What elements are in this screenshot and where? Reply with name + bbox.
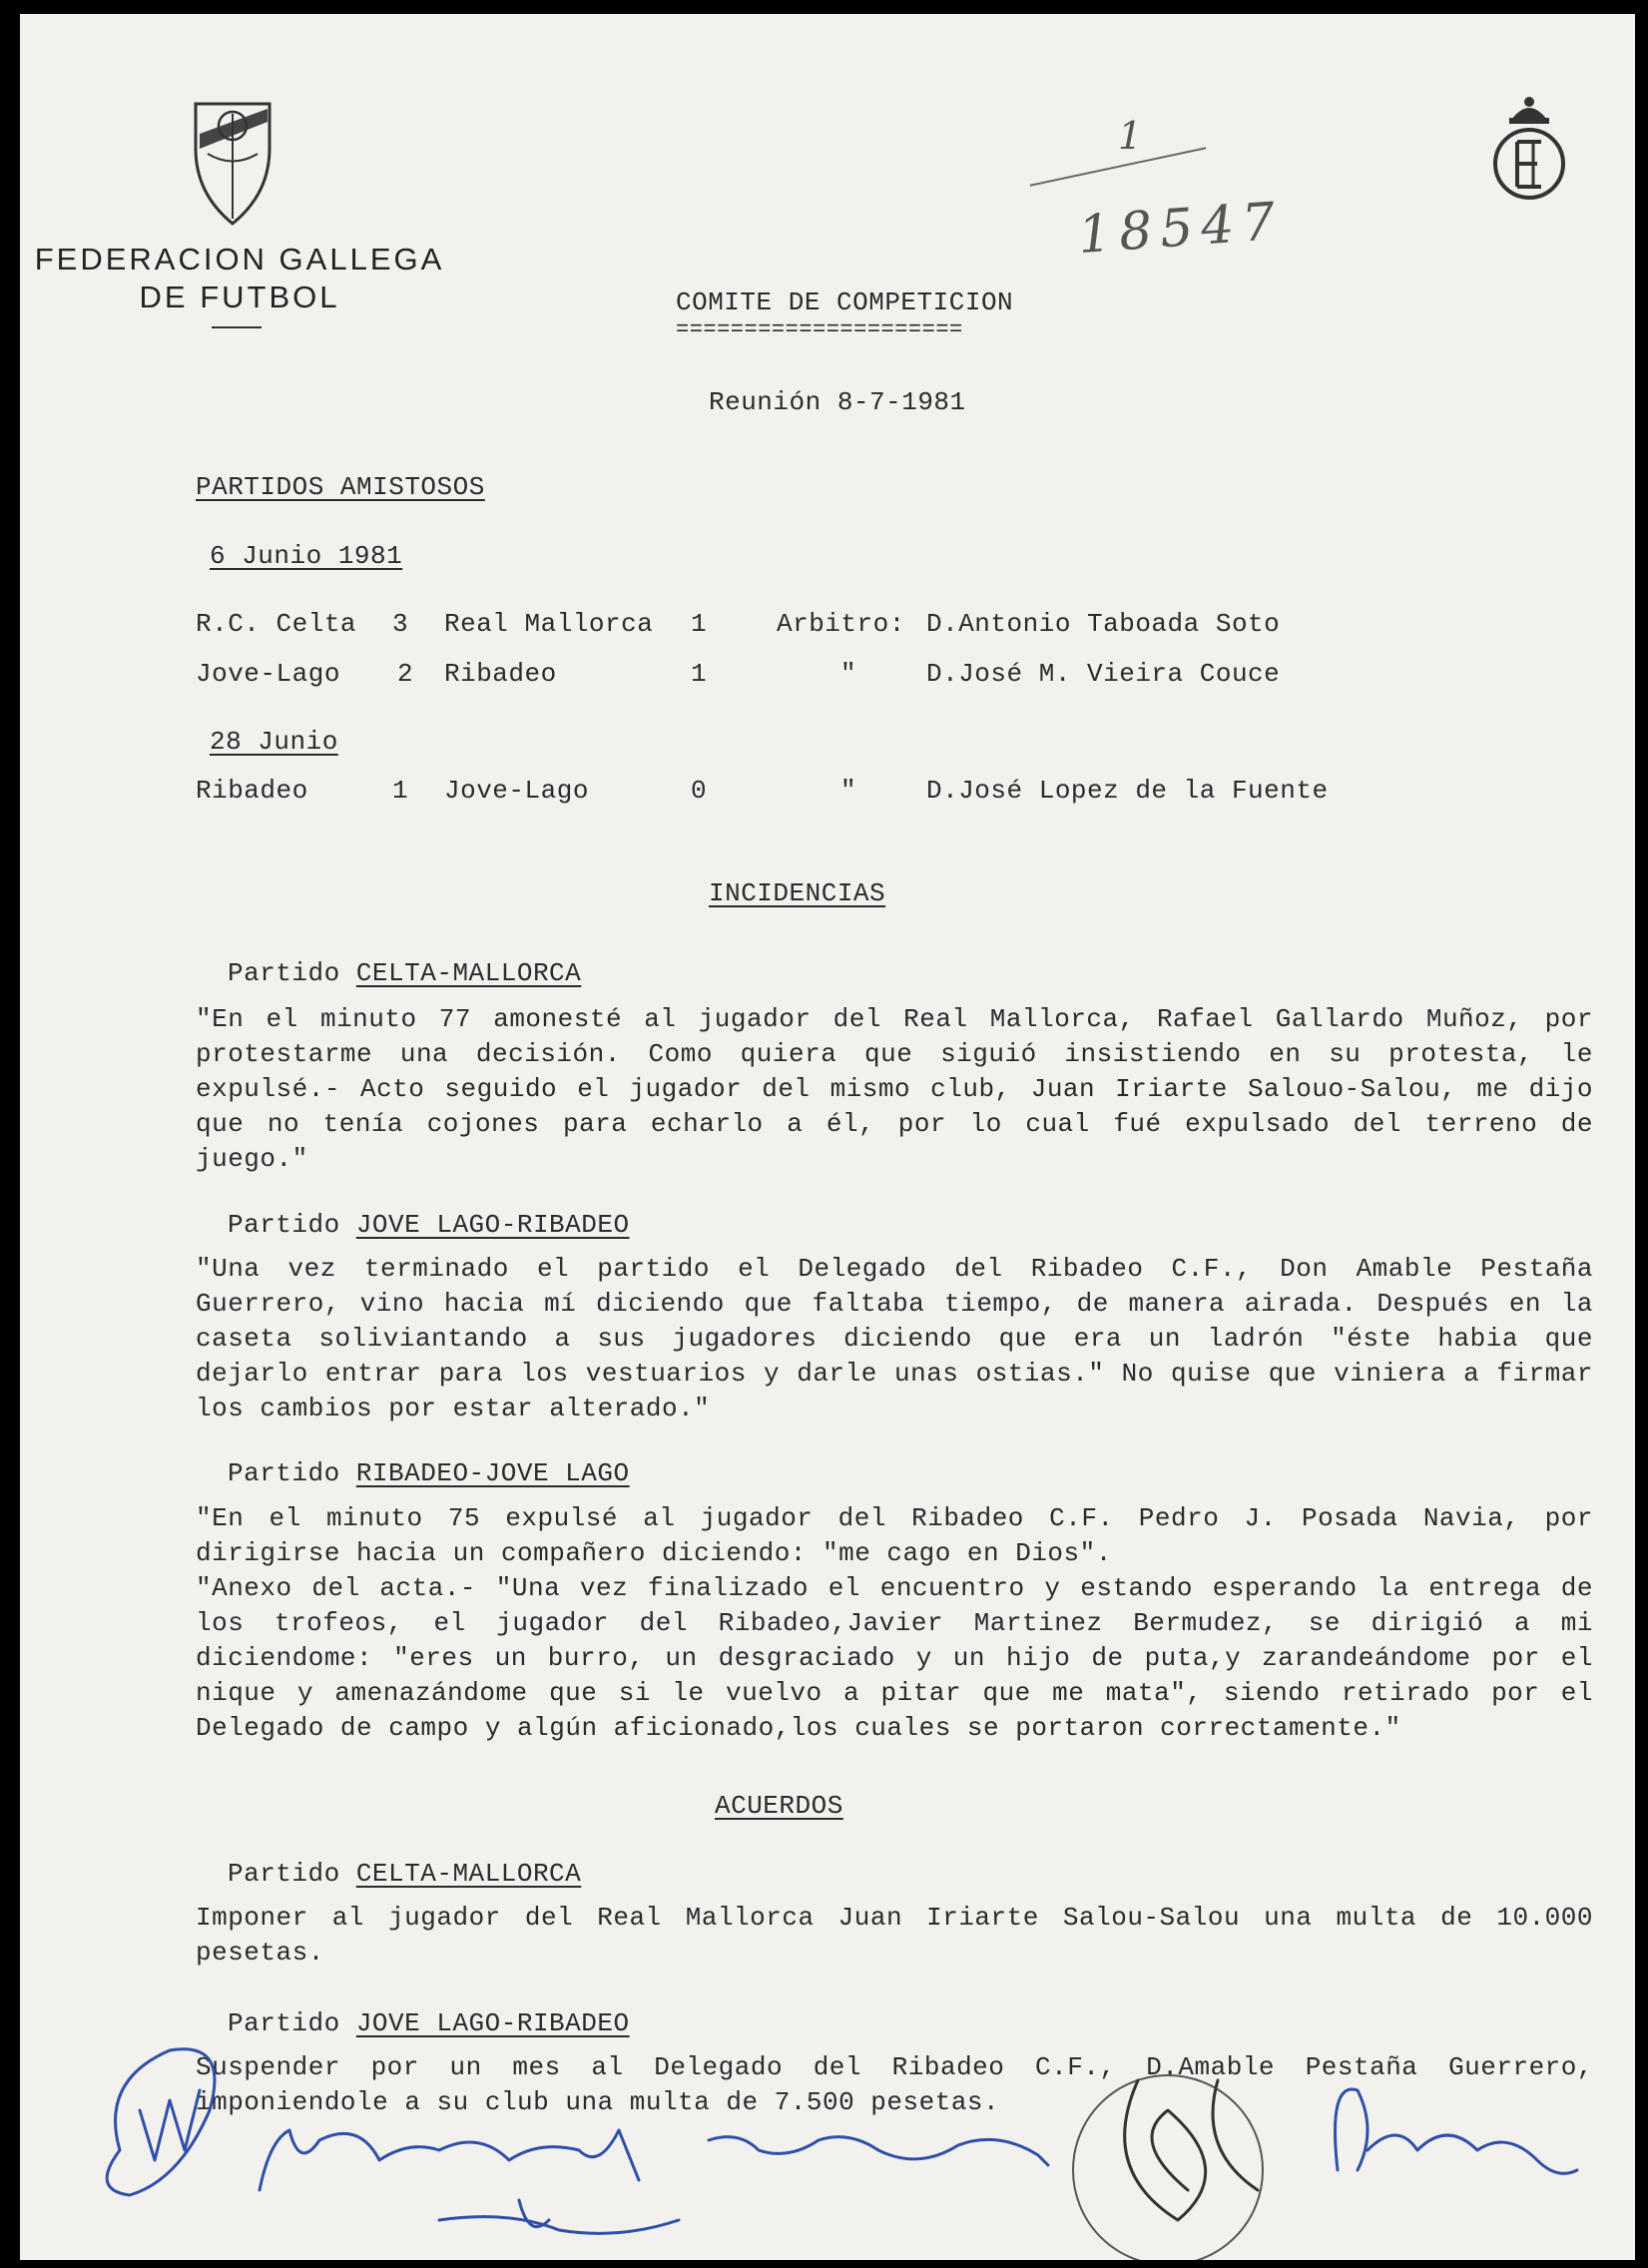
referee-label: " <box>840 659 857 689</box>
stamp-circle <box>1073 2075 1263 2260</box>
committee-title: COMITE DE COMPETICION <box>676 287 1014 317</box>
match-home-goals: 3 <box>392 609 409 639</box>
referee-name: D.José Lopez de la Fuente <box>926 776 1329 806</box>
agreement-heading: Partido JOVE LAGO-RIBADEO <box>228 2008 630 2038</box>
match-home: Jove-Lago <box>196 659 340 689</box>
acuerdos-title: ACUERDOS <box>715 1791 843 1821</box>
signature-1 <box>107 2049 215 2195</box>
document-page <box>20 14 1635 2260</box>
referee-label: Arbitro: <box>777 609 905 639</box>
signature-2 <box>260 2130 639 2190</box>
signature-3 <box>439 2200 679 2233</box>
incident-heading: Partido RIBADEO-JOVE LAGO <box>228 1458 630 1488</box>
signature-4 <box>709 2137 1048 2165</box>
match-away-goals: 1 <box>691 659 708 689</box>
match-away: Jove-Lago <box>444 776 589 806</box>
handwritten-archive-number: 18547 <box>1076 191 1286 267</box>
incident-text: "Una vez terminado el partido el Delegado del Ribadeo C.F., Don Amable Pestaña Guerrero, vino hacia mí diciendo que faltaba tiempo, de manera airada. Después en la caseta soliviantando a sus jugadores diciendo que era un ladrón "éste habia que dejarlo entrar para los vestuarios y darle unas ostias." No quise que viniera a firmar los cambios por estar alterado." <box>196 1254 1593 1423</box>
match-away-goals: 0 <box>691 776 708 806</box>
agreement-text: Imponer al jugador del Real Mallorca Juan Iriarte Salou-Salou una multa de 10.000 pesetas. <box>196 1903 1593 1968</box>
incident-text: "En el minuto 75 expulsé al jugador del Ribadeo C.F. Pedro J. Posada Navia, por dirigirse hacia un compañero diciendo: "me cago en Dios". "Anexo del acta.- "Una vez finalizado el encuentro y estando esperando la entrega de los trofeos, el jugador del Ribadeo,Javier Martinez Bermudez, se dirigió a mi diciendome: "eres un burro, un desgraciado y un hijo de puta,y zarandeándome por el nique y amenazándome que si le vuelvo a pitar que me mata", siendo retirado por el Delegado de campo y algún aficionado,los cuales se portaron correctamente." <box>196 1503 1593 1743</box>
agreement-text: Suspender por un mes al Delegado del Ribadeo C.F., D.Amable Pestaña Guerrero, imponiendole a su club una multa de 7.500 pesetas. <box>196 2052 1593 2117</box>
incident-text: "En el minuto 77 amonesté al jugador del Real Mallorca, Rafael Gallardo Muñoz, por protestarme una decisión. Como quiera que siguió insistiendo en su protesta, le expulsé.- Acto seguido el jugador del mismo club, Juan Iriarte Salouo-Salou, me dijo que no tenía cojones para echarlo a él, por lo cual fué expulsado del terreno de juego." <box>196 1004 1593 1174</box>
friendlies-section-title: PARTIDOS AMISTOSOS <box>196 472 485 502</box>
royal-crest-logo <box>1489 92 1569 217</box>
meeting-date: Reunión 8-7-1981 <box>709 387 966 417</box>
referee-name: D.José M. Vieira Couce <box>926 659 1281 689</box>
federation-name-line1: FEDERACION GALLEGA <box>34 242 445 277</box>
federation-shield-logo <box>188 94 277 229</box>
signature-6 <box>1336 2089 1578 2173</box>
date-heading: 6 Junio 1981 <box>210 541 403 571</box>
incident-heading: Partido CELTA-MALLORCA <box>228 958 582 988</box>
committee-title-rule: ===================== <box>676 317 963 342</box>
incidencias-title: INCIDENCIAS <box>709 878 886 908</box>
match-away: Ribadeo <box>444 659 557 689</box>
divider <box>212 326 262 328</box>
match-home-goals: 1 <box>392 776 409 806</box>
match-away-goals: 1 <box>691 609 708 639</box>
signatures <box>60 2020 1617 2260</box>
referee-label: " <box>840 776 857 806</box>
agreement-heading: Partido CELTA-MALLORCA <box>228 1859 582 1889</box>
date-heading: 28 Junio <box>210 727 338 757</box>
federation-name-line2: DE FUTBOL <box>139 280 340 314</box>
referee-name: D.Antonio Taboada Soto <box>926 609 1281 639</box>
match-home-goals: 2 <box>397 659 414 689</box>
match-home: R.C. Celta <box>196 609 357 639</box>
signature-5 <box>1125 2080 1258 2220</box>
incident-heading: Partido JOVE LAGO-RIBADEO <box>228 1210 630 1240</box>
handwritten-mark: 1 <box>1118 114 1143 158</box>
match-away: Real Mallorca <box>444 609 654 639</box>
match-home: Ribadeo <box>196 776 308 806</box>
